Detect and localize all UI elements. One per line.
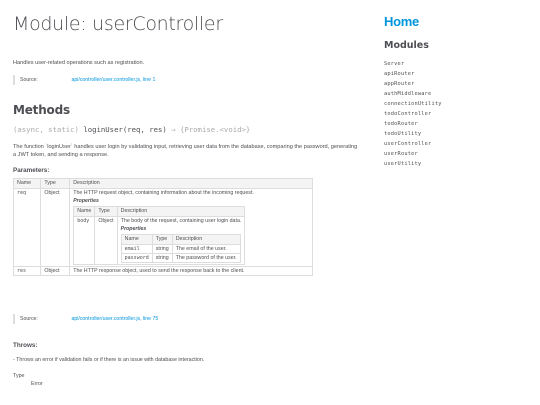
module-link-userutility[interactable]: userUtility — [384, 161, 422, 167]
table-header-row — [14, 179, 313, 189]
property-description: The email of the user. — [172, 245, 240, 254]
column-header-type: Type — [41, 179, 70, 189]
property-description: The body of the request, containing user login data. — [120, 218, 242, 224]
column-header-description: Description — [70, 179, 313, 189]
method-returns: → {Promise.<void>} — [171, 125, 251, 134]
property-type: string — [152, 245, 172, 254]
throws-description: - Throws an error if validation fails or if there is an issue with database interaction. — [13, 357, 205, 363]
column-header-name: Name — [121, 235, 152, 245]
source-label: Source: — [20, 316, 38, 322]
module-link-todorouter[interactable]: todoRouter — [384, 121, 418, 127]
body-properties-table — [121, 234, 241, 263]
column-header-type: Type — [95, 207, 117, 217]
column-header-name: Name — [14, 179, 41, 189]
param-description-cell — [70, 189, 313, 267]
table-row — [74, 217, 245, 265]
method-attribs: (async, static) — [13, 125, 79, 134]
param-description: The HTTP response object, used to send the response back to the client. — [70, 267, 313, 276]
method-description: The function `loginUser` handles user login by validating input, retrieving user data from the database, comparing the password, generating a JWT token, and sending a response. — [13, 144, 358, 158]
sidebar-nav — [377, 0, 540, 405]
method-source-link[interactable]: api/controller/user.controller.js, line 75 — [71, 316, 159, 322]
page-title: Module: userController — [13, 13, 223, 35]
column-header-name: Name — [74, 207, 95, 217]
module-source — [13, 75, 358, 85]
table-header-row — [74, 207, 245, 217]
parameters-heading: Parameters: — [13, 167, 50, 174]
method-signature — [13, 125, 250, 134]
property-name: password — [121, 254, 152, 263]
properties-label: Properties — [120, 226, 147, 232]
property-name: body — [74, 217, 95, 265]
param-type: Object — [41, 267, 70, 276]
module-link-approuter[interactable]: appRouter — [384, 81, 415, 87]
table-row — [14, 189, 313, 267]
property-description-cell — [117, 217, 245, 265]
method-name: loginUser(req, res) — [83, 125, 167, 134]
module-link-authmiddleware[interactable]: authMiddleware — [384, 91, 432, 97]
module-link-apirouter[interactable]: apiRouter — [384, 71, 415, 77]
param-name: req — [14, 189, 41, 267]
property-name: email — [121, 245, 152, 254]
module-link-server[interactable]: Server — [384, 61, 405, 67]
properties-label: Properties — [73, 198, 99, 204]
property-description: The password of the user. — [172, 254, 240, 263]
table-row — [121, 245, 240, 254]
column-header-description: Description — [117, 207, 245, 217]
type-label: Type — [13, 373, 25, 379]
property-type: Object — [95, 217, 117, 265]
source-label: Source: — [20, 77, 38, 83]
module-link-todoutility[interactable]: todoUtility — [384, 131, 422, 137]
column-header-type: Type — [152, 235, 172, 245]
module-link-usercontroller[interactable]: userController — [384, 141, 432, 147]
param-name: res — [14, 267, 41, 276]
method-source — [13, 314, 358, 324]
table-row — [14, 267, 313, 276]
module-source-link[interactable]: api/controller/user.controller.js, line 1 — [71, 77, 156, 83]
throws-heading: Throws: — [13, 342, 38, 349]
req-properties-table — [73, 206, 245, 265]
module-link-todocontroller[interactable]: todoController — [384, 111, 432, 117]
parameters-table — [13, 178, 313, 276]
module-description: Handles user-related operations such as registration. — [13, 60, 145, 66]
table-row — [121, 254, 240, 263]
home-link[interactable]: Home — [384, 14, 419, 29]
modules-heading: Modules — [384, 40, 429, 51]
param-description: The HTTP request object, containing information about the incoming request. — [73, 190, 254, 196]
type-value: Error — [31, 381, 43, 387]
property-type: string — [152, 254, 172, 263]
module-list — [384, 59, 442, 169]
methods-heading: Methods — [13, 103, 70, 117]
param-type: Object — [41, 189, 70, 267]
column-header-description: Description — [172, 235, 240, 245]
module-link-userrouter[interactable]: userRouter — [384, 151, 418, 157]
table-header-row — [121, 235, 240, 245]
module-link-connectionutility[interactable]: connectionUtility — [384, 101, 442, 107]
